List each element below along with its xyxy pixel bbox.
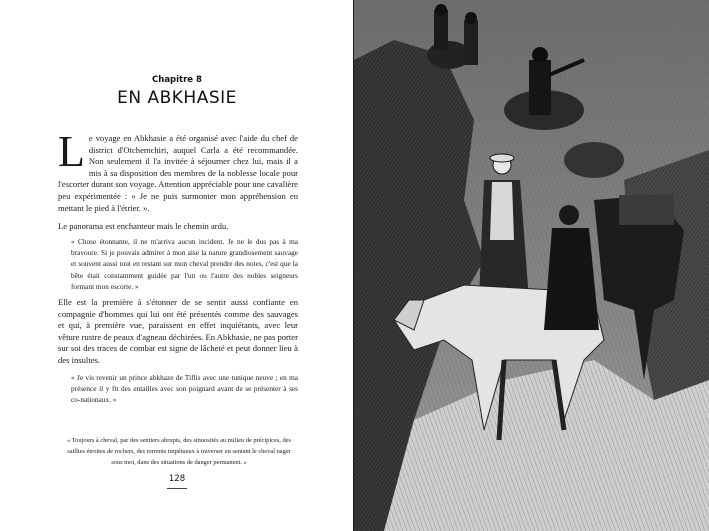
- paragraph-2-text: Le panorama est enchanteur mais le chemin ardu.: [58, 221, 229, 231]
- footer-quote: « Toujours à cheval, par des sentiers abrupts, des sinuosités au milieu de précipices, des saillies étroites de rochers, des torrents impétueux à traverser en sentant le cheval nager sous moi, dans des situations de danger permanent. »: [67, 437, 291, 467]
- page-number-rule: [167, 488, 187, 489]
- paragraph-1: [58, 127, 298, 214]
- paragraph-1-text: e voyage en Abkhasie a été organisé avec l'aide du chef de district d'Otchemchiri, auquel Carla a été recommandée. Non seulement il l'a invitée à séjourner chez lui, mais il a mis à sa disposition des membres de la noblesse locale pour l'escorter durant son voyage. Attention appréciable pour une cavalière peu expérimentée : « Je ne puis surmonter mon appréhension en mettant le pied à l'étrier. ».: [58, 133, 298, 213]
- block-quote-1-text: « Chose étonnante, il ne m'arriva aucun incident. Je ne le dus pas à ma bravoure. Si je pouvais admirer à mon aise la nature grandiosement sauvage et souvent aussi tout en restant sur mon cheval prendre des notes, c'est que la bête était constamment guidée par l'un ou l'autre des nobles seigneurs formant mon escorte. »: [71, 237, 298, 291]
- block-quote-2-text: « Je vis revenir un prince abkhaze de Tiflis avec une tunique neuve ; en ma présence il y fit des entailles avec son poignard avant de se présenter à ses co-nationaux. »: [71, 373, 298, 405]
- page-number: 128: [168, 474, 186, 484]
- chapter-title: EN ABKHASIE: [117, 88, 237, 108]
- paragraph-3-text: Elle est la première à s'étonner de se sentir aussi confiante en compagnie d'hommes qui lui ont été présentés comme des sauvages et qui, à première vue, paraissent en effet inquiétants, avec leur vêture rustre de peaux d'agneau déchirées. En Abkhasie, ne pas porter sur soi des traces de combat est signe de lâcheté et peut donner lieu à des insultes.: [58, 297, 298, 365]
- right-page: [354, 0, 709, 531]
- paragraph-2: [58, 221, 298, 233]
- chapter-label: Chapitre 8: [152, 75, 202, 85]
- block-quote-1: [58, 236, 298, 292]
- drop-cap: L: [58, 127, 85, 176]
- block-quote-2: [58, 372, 298, 406]
- engraving-illustration: [354, 0, 709, 531]
- left-page: [0, 0, 354, 531]
- paragraph-3: [58, 297, 298, 367]
